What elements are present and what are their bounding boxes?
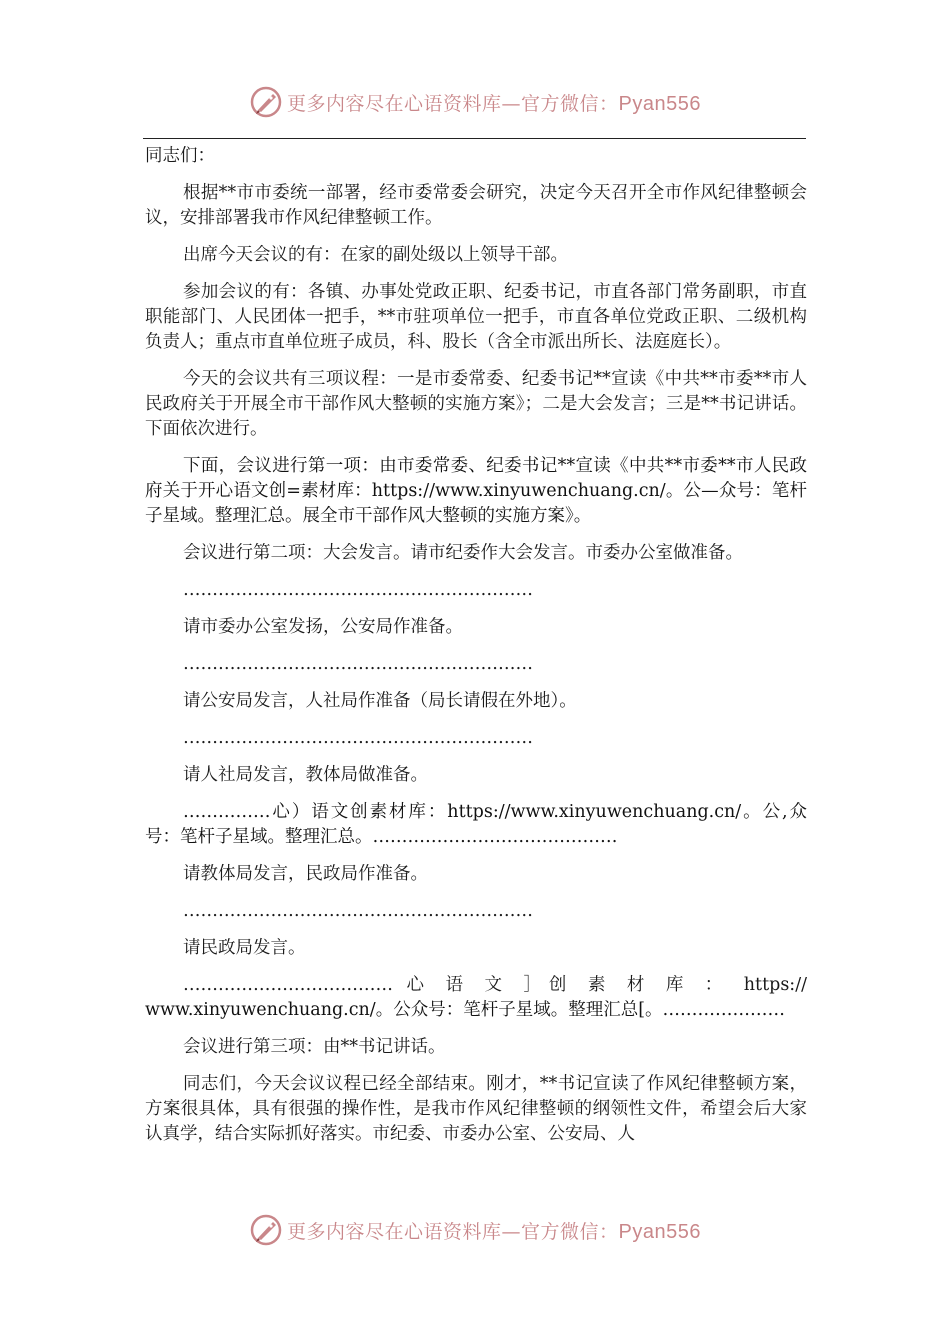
- banner-slogan: 更多内容尽在心语资料库: [287, 92, 502, 115]
- document-body: [145, 144, 807, 1159]
- paragraph-watermark-2-line2: www.xinyuwenchuang.cn/。公众号：笔杆子星域。整理汇总[。…………………: [145, 1000, 786, 1020]
- paragraph-closing: 同志们，今天会议议程已经全部结束。刚才，**书记宣读了作风纪律整顿方案，方案很具体，具有很强的操作性，是我市作风纪律整顿的纲领性文件，希望会后大家认真学，结合实际抓好落实。市纪委、市委办公室、公安局、人: [145, 1074, 807, 1144]
- paragraph-speaker-2: 请市委办公室发扬，公安局作准备。: [183, 617, 463, 637]
- banner-wechat-id: Pyan556: [618, 92, 701, 115]
- paragraph-item-two: 会议进行第二项：大会发言。请市纪委作大会发言。市委办公室做准备。: [183, 543, 743, 563]
- banner-text: [287, 1217, 701, 1244]
- banner-slogan: 更多内容尽在心语资料库: [287, 1220, 502, 1243]
- greeting: 同志们：: [145, 146, 215, 166]
- banner-dash: —: [501, 92, 522, 115]
- banner-text: [287, 89, 701, 116]
- paragraph-speaker-5: 请教体局发言，民政局作准备。: [183, 864, 428, 884]
- banner-wechat-id: Pyan556: [618, 1220, 701, 1243]
- paragraph-speaker-3: 请公安局发言，人社局作准备（局长请假在外地）。: [183, 691, 577, 711]
- ellipsis-line: ……………………………………………………: [183, 580, 533, 600]
- ellipsis-line: ……………………………………………………: [183, 728, 533, 748]
- paragraph-item-three: 会议进行第三项：由**书记讲话。: [183, 1037, 446, 1057]
- paragraph-intro: 根据**市市委统一部署，经市委常委会研究，决定今天召开全市作风纪律整顿会议，安排部署我市作风纪律整顿工作。: [145, 183, 807, 228]
- paragraph-attendees: 出席今天会议的有：在家的副处级以上领导干部。: [183, 245, 568, 265]
- footer-banner: [0, 1210, 950, 1250]
- paragraph-watermark-2-line1: ……………………………… 心 语 文 ］创 素 材 库 ： https://: [183, 975, 807, 995]
- ellipsis-line: ……………………………………………………: [183, 901, 533, 921]
- header-divider: [143, 138, 806, 139]
- ellipsis-line: ……………………………………………………: [183, 654, 533, 674]
- paragraph-speaker-4: 请人社局发言，教体局做准备。: [183, 765, 428, 785]
- paragraph-item-one: 下面，会议进行第一项：由市委常委、纪委书记**宣读《中共**市委**市人民政府关于开心语文创=素材库：https://www.xinyuwenchuang.cn/。公—众号：笔杆子星域。整理汇总。展全市干部作风大整顿的实施方案》。: [145, 456, 807, 526]
- paragraph-watermark-1: ……………心）语文创素材库：https://www.xinyuwenchuang.cn/。公,众号：笔杆子星域。整理汇总。……………………………………: [145, 802, 807, 847]
- banner-wechat-label: 官方微信：: [521, 92, 619, 115]
- pen-logo-icon: [249, 1213, 283, 1247]
- paragraph-agenda: 今天的会议共有三项议程：一是市委常委、纪委书记**宣读《中共**市委**市人民政府关于开展全市干部作风大整顿的实施方案》；二是大会发言；三是**书记讲话。下面依次进行。: [145, 369, 807, 439]
- header-banner: [0, 82, 950, 122]
- paragraph-participants: 参加会议的有：各镇、办事处党政正职、纪委书记，市直各部门常务副职，市直职能部门、人民团体一把手，**市驻项单位一把手，市直各单位党政正职、二级机构负责人；重点市直单位班子成员，科、股长（含全市派出所长、法庭庭长）。: [145, 282, 807, 352]
- banner-dash: —: [501, 1220, 522, 1243]
- pen-logo-icon: [249, 85, 283, 119]
- paragraph-speaker-6: 请民政局发言。: [183, 938, 306, 958]
- banner-wechat-label: 官方微信：: [521, 1220, 619, 1243]
